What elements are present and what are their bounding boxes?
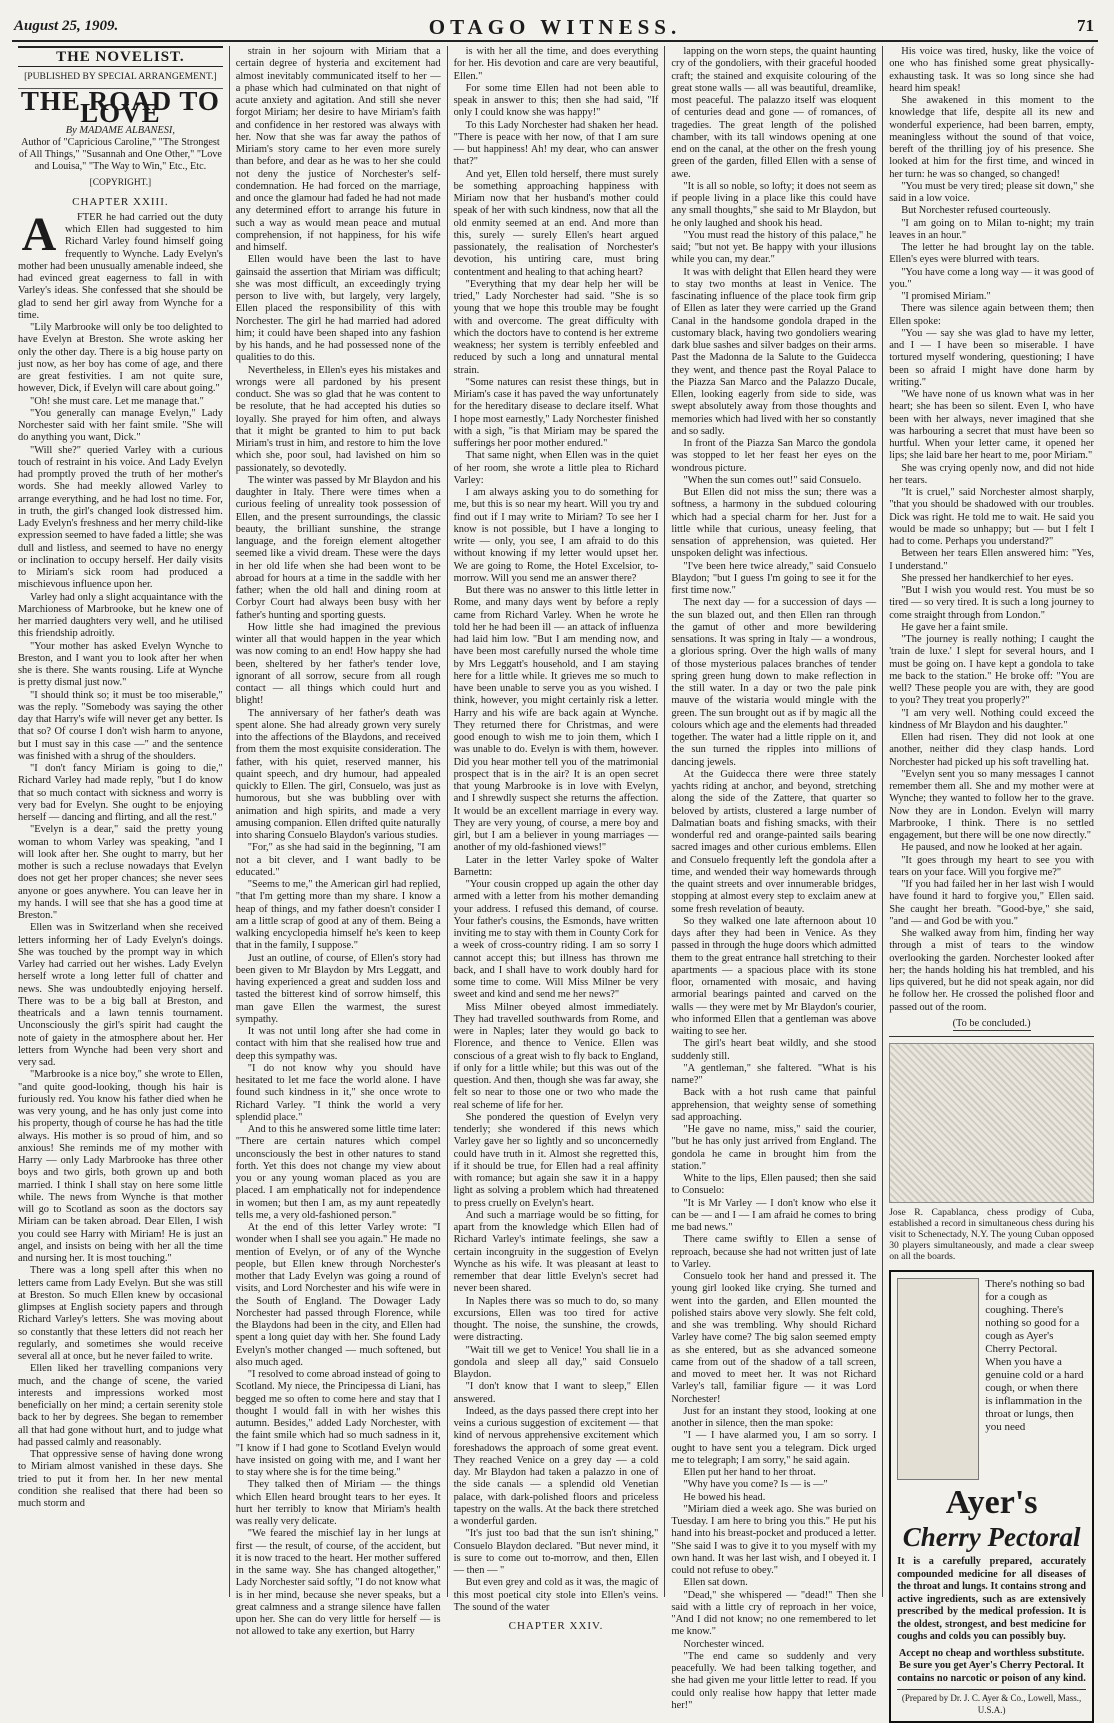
paragraph: "It goes through my heart to see you with tears on your face. Will you forgive me?" xyxy=(889,854,1094,878)
ad-intro: There's nothing so bad for a cough as coughing. There's nothing so good for a cough as Ayer's Cherry Pectoral. When you have a genuine cold or a hard cough, or when there is inflammation in the throat or lungs, then you need xyxy=(985,1278,1085,1433)
byline: By MADAME ALBANESI, xyxy=(65,125,175,136)
chapter-heading: CHAPTER XXIV. xyxy=(508,1620,604,1632)
paragraph: "Miriam died a week ago. She was buried on Tuesday. I am here to bring you this." He put his hand into his breast-pocket and produced a letter. "She said I was to give it to you myself with my own hand. It was her last wish, and I obeyed it. I could not refuse to obey." xyxy=(671,1503,877,1576)
paragraph: And such a marriage would be so fitting, for apart from the knowledge which Ellen had of Richard Varley's intimate feelings, she saw a certain incongruity in the suggestion of Evelyn Wynche as his wife. It was pleasant at least to remember that dear little Evelyn's secret had never been shared. xyxy=(453,1209,659,1295)
column-4-text xyxy=(671,46,876,1712)
paragraph: For some time Ellen had not been able to speak in answer to this; then she had said, "If only I could know she was happy!" xyxy=(453,82,659,119)
masthead xyxy=(12,14,1098,42)
paragraph: "You generally can manage Evelyn," Lady Norchester said with her faint smile. "She will do anything you want, Dick." xyxy=(18,407,223,444)
paragraph: "You must be very tired; please sit down," she said in a low voice. xyxy=(889,180,1094,204)
ad-body: It is a carefully prepared, accurately compounded medicine for all diseases of the throat and lungs. It contains strong and active ingredients, such as are extensively prescribed by the medical profession. It is the oldest, strongest, and best medicine for coughs and colds you can possibly buy. xyxy=(897,1556,1086,1642)
paragraph: "Evelyn is a dear," said the pretty young woman to whom Varley was speaking, "and I will look after her. She ought to marry, but her mother is such a recluse nowadays that Evelyn does not get her proper chances; she never sees anyone or goes anywhere. You can leave her in my hands. I will see that she has a good time at Breston." xyxy=(18,824,223,921)
photo-caption: Jose R. Capablanca, chess prodigy of Cuba, established a record in simultaneous chess during his visit to Schenectady, N.Y. The young Cuban opposed 30 players simultaneously, and made a clear sweep on all the boards. xyxy=(889,1207,1094,1262)
paragraph: "Wait till we get to Venice! You shall lie in a gondola and sleep all day," said Consuelo Blaydon. xyxy=(453,1344,659,1380)
paragraph: The girl's heart beat wildly, and she stood suddenly still. xyxy=(671,1038,877,1062)
paragraph: "I do not know why you should have hesitated to let me face the world alone. I have found such kindness in it," she once wrote to Richard Varley. "I think the world a very splendid place." xyxy=(235,1062,441,1123)
paragraph: She pressed her handkerchief to her eyes. xyxy=(901,572,1074,584)
paragraph: But Ellen did not miss the sun; there was a softness, a harmony in the subdued colouring which had a special charm for her. Just for a little while that curious, uneasy feeling, that sensation of apprehension, was quieted. Her unspoken delight was infectious. xyxy=(671,487,877,560)
newspaper-name: OTAGO WITNESS. xyxy=(428,15,682,39)
paragraph: The next day — for a succession of days — the sun blazed out, and then Ellen ran through the gamut of other and more bewildering sensations. It was spring in Italy — a wondrous, a glorious spring. Over the high walls of many of those mysterious palaces branches of tender spring green hung down to make reflection in the still water. In a day or two the pale pink mauve of the wistaria would mingle with the green. The sun brought out as if by magic all the colours which age and the elements had threaded together. The water had a little ripple on it, and the sun turned the ripples into millions of dancing jewels. xyxy=(671,597,877,768)
paragraph: How little she had imagined the previous winter all that would happen in the year which was now coming to an end! How happy she had been, sheltered by her father's tender love, ignorant of all sorrow, secure from all rough contact — all things which could hurt and blight! xyxy=(235,621,441,707)
paragraph: Back with a hot rush came that painful apprehension, that weighty sense of something sad approaching. xyxy=(671,1087,877,1123)
paragraph: But even grey and cold as it was, the magic of this most poetical city stole into Ellen's veins. The sound of the water xyxy=(453,1577,659,1613)
paragraph: At the end of this letter Varley wrote: "I wonder when I shall see you again." He made no mention of Evelyn, or of any of the Wynche people, but Ellen knew through Norchester's mother that Lady Evelyn was going a round of visits, and Lord Norchester and his wife were in the South of England. The Dowager Lady Norchester had passed through Florence, while the Blaydons had been in the city, and Ellen had spent a long quiet day with her. She found Lady Evelyn's mother changed — much softened, but also much aged. xyxy=(235,1222,441,1368)
paragraph: "It's just too bad that the sun isn't shining," Consuelo Blaydon declared. "But never mind, it is sure to come out to-morrow, and then, Ellen — then — " xyxy=(453,1528,659,1576)
paragraph: In front of the Piazza San Marco the gondola was stopped to let her feast her eyes on the wondrous picture. xyxy=(671,438,877,474)
author-credits: Author of "Capricious Caroline," "The Strongest of All Things," "Susannah and One Other," "Love and Louisa," "The Way to Win," Etc., Etc. xyxy=(18,137,222,173)
paragraph: Between her tears Ellen answered him: "Yes, I understand." xyxy=(889,548,1094,572)
paragraph: "When the sun comes out!" said Consuelo. xyxy=(683,474,862,486)
drop-cap: A xyxy=(21,207,57,261)
paragraph: "I promised Miriam." xyxy=(901,291,991,302)
paragraph: To this Lady Norchester had shaken her head. "There is peace with her now, of that I am sure — but happiness! Ah! my dear, who can answer that?" xyxy=(453,119,659,168)
paragraph: So they walked one late afternoon about 10 days after they had been in Venice. As they passed in through the huge doors which admitted them to the great entrance hall stretching to their apartments — a spacious place with its stone floor, ornamented with mosaic, and having armorial bearings painted and carved on the walls — they were met by Mr Blaydon's courier, who informed Ellen that a gentleman was above waiting to see her. xyxy=(671,915,877,1037)
section-heading: THE NOVELIST. xyxy=(18,46,223,67)
paragraph: But Norchester refused courteously. xyxy=(901,205,1051,217)
paragraph: Indeed, as the days passed there crept into her veins a curious suggestion of excitement — that kind of nervous apprehensive excitement which foreshadows the approach of some great event. They reached Venice on a grey day — a cold day. Mr Blaydon had taken a palazzo in one of the side canals — a splendid old Venetian palace, with dark-polished floors and priceless tapestry on the walls. At the back there stretched a wonderful garden. xyxy=(453,1405,659,1527)
column-5-text xyxy=(889,46,1094,1014)
publication-note: [PUBLISHED BY SPECIAL ARRANGEMENT.] xyxy=(18,71,223,88)
paragraph: At the Guidecca there were three stately yachts riding at anchor, and beyond, stretching along the side of the Zattere, that quarter so beloved by artists, clustered a large number of Dalmatian boats and fishing smacks, with their wonderful red and orange-painted sails bearing sacred images and other curious emblems. Ellen and Consuelo frequently left the gondola after a time, and wended their way homewards through the quaint streets and over innumerable bridges, stopping at almost every step to exclaim anew at some fresh revelation of beauty. xyxy=(671,768,877,915)
paragraph: She walked away from him, finding her way through a mist of tears to the window overlooking the garden. Norchester looked after her; the hands holding his hat trembled, and his lips quivered, but he did not speak again, nor did he follow her. He crossed the polished floor and passed out of the room. xyxy=(889,928,1094,1013)
column-2-text xyxy=(236,46,441,1639)
story-title: THE ROAD TO LOVE xyxy=(20,85,220,128)
ad-top xyxy=(897,1278,1086,1480)
paragraph: "Your mother has asked Evelyn Wynche to Breston, and I want you to look after her when she is there. She wants rousing. Life at Wynche is pretty dismal just now." xyxy=(18,640,223,689)
paragraph: Varley had only a slight acquaintance with the Marchioness of Marbrooke, but he knew one of her married daughters very well, and he utilised this friendship adroitly. xyxy=(18,591,223,640)
paragraph: But there was no answer to this little letter in Rome, and many days went by before a reply came from Richard Varley. When he wrote he told her he had been ill — an attack of influenza had laid him low. "But I am mending now, and have been most carefully nursed the whole time by Mrs Leggatt's household, and I am staying here for a little while. It grieves me so much to have been unable to serve you as you wished. I think, however, you might certainly risk a letter. Harry and his wife are back again at Wynche. They returned there for Christmas, and were good enough to wish me to join them, which I was unable to do. Evelyn is with them, however. Did you hear mother tell you of the matrimonial prospect that is in the air? It is an open secret that young Marbrooke is in love with Evelyn, and I shrewdly suspect she returns the affection. It would be an excellent marriage in every way. They are very young, of course, a mere boy and girl, but I am a believer in young marriages — another of my old-fashioned views!" xyxy=(453,585,659,854)
paragraph: His voice was tired, husky, like the voice of one who has finished some great physically-exhausting task. It was so long since she had heard him speak! xyxy=(889,46,1094,94)
paragraph: "We have none of us known what was in her heart; she has been so silent. Even I, who have been with her always, never imagined that she was harbouring a secret that must have been so hurtful. When your letter came, it opened her lips; she laid bare her heart to me, poor Miriam." xyxy=(889,389,1094,462)
paragraph: He paused, and now he looked at her again. xyxy=(901,842,1083,854)
paragraph: "Dead," she whispered — "dead!" Then she said with a little cry of reproach in her voice, "And I did not know; no one remembered to let me know." xyxy=(671,1589,877,1638)
paragraph: "If you had failed her in her last wish I would have found it hard to forgive you," Ellen said. She caught her breath. "Good-bye," she said, "and — and God be with you." xyxy=(889,879,1094,927)
divider xyxy=(889,1036,1094,1037)
capablanca-photo xyxy=(889,1043,1094,1203)
paragraph: "I don't fancy Miriam is going to die," Richard Varley had made reply, "but I do know that so much contact with sickness and worry is very bad for Evelyn. She ought to be enjoying herself — dancing and flirting, and all the rest." xyxy=(18,763,223,823)
paragraph: lapping on the worn steps, the quaint haunting cry of the gondoliers, with their graceful hooded craft; the stained and exquisite colouring of the great stone walls — all was beautiful, dreamlike, most peaceful. The palazzo itself was eloquent of centuries dead and gone — of romances, of tragedies. The great length of the polished chamber, with its tall windows opening at one end on the canal, at the other on the fresh young green of the garden, filled Ellen with a sense of awe. xyxy=(671,46,877,180)
paragraph: Later in the letter Varley spoke of Walter Barnettn: xyxy=(453,854,659,878)
column-2 xyxy=(230,46,448,1638)
paragraph: "Everything that my dear help her will be tried," Lady Norchester had said. "She is so young that we hope this trouble may be fought with and overcome. The great difficulty with which the doctors have to contend is her extreme weakness; her system is terribly enfeebled and reduced by such a long and unnatural mental strain. xyxy=(453,278,659,376)
paragraph: "Seems to me," the American girl had replied, "that I'm getting more than my share. I know a heap of things, and my father doesn't consider I am a little scrap of good at any of them. Being a walking encyclopedia himself he's keen to keep that in the family, I suppose." xyxy=(235,879,441,952)
paragraph: She pondered the question of Evelyn very tenderly; she wondered if this news which Varley gave her so lightly and so unconcernedly could have truth in it. Almost she regretted this, if it should be true, for Ellen had a real affinity with romance; but again she saw it in a happy light as solving a problem which had threatened to press cruelly on Evelyn's heart. xyxy=(453,1111,659,1209)
paragraph: "I should think so; it must be too miserable," was the reply. "Somebody was saying the other day that Harry's wife will never get any better. Is that so? Of course I don't wish harm to anyone, but I must say in this case —" and the sentence was finished with a shrug of the shoulders. xyxy=(18,689,223,762)
column-3-text xyxy=(454,46,659,1614)
ayers-cherry-pectoral-ad xyxy=(889,1270,1094,1723)
columns xyxy=(12,46,1100,1716)
paragraph: "You must read the history of this palace," he said; "but not yet. Be happy with your illusions while you can, my dear." xyxy=(671,229,877,266)
paragraph: And to this he answered some little time later: "There are certain natures which compel unconsciously the best in other natures to stand forth. Yet this does not change my view about you or any young woman placed as you are placed. I am emphatically not for independence in women; but then I am, as my aunt repeatedly tells me, a very old-fashioned person." xyxy=(235,1124,441,1221)
paragraph: There was silence again between them; then Ellen spoke: xyxy=(889,303,1094,327)
paragraph: "Your cousin cropped up again the other day armed with a letter from his mother demanding your address. I refused this demand, of course. Your father's cousins, the Esmonds, have written inviting me to stay with them in County Cork for a week of cross-country riding. I am so sorry I cannot accept this; but illness has thrown me back, and I shall have to work doubly hard for some time to come. Will Miss Milner be very sweet and kind and send me her news?" xyxy=(453,879,659,1001)
paragraph: "It is Mr Varley — I don't know who else it can be — and I — I am afraid he comes to bring me bad news." xyxy=(671,1197,877,1233)
paragraph: "But I wish you would rest. You must be so tired — so very tired. It is such a long journey to come straight through from London." xyxy=(889,585,1094,621)
paragraph: The anniversary of her father's death was spent alone. She had already grown very surely into the affections of the Blaydons, and received from them the most exquisite consideration. The father, with his quiet, reserved manner, his quaint speech, and dry humour, had appealed quickly to Ellen. The girl, Consuelo, was just as humorous, but she was bubbling over with animation and high spirits, and made a very amusing companion. Ellen drifted quite naturally into sharing Consuelo Blaydon's various studies. xyxy=(235,707,441,841)
paragraph: strain in her sojourn with Miriam that a certain degree of hysteria and excitement had almost inevitably communicated itself to her — a phase which had culminated on that night of acute anxiety and agitation. And still she never forgot Miriam; her desire to have Miriam's faith and confidence in her restored was always with her. Now that she was far away the pathos of Miriam's story came to her even more surely than before, and dear as he was to her she could not deny the justice of Norchester's self-condemnation. He had forced on the marriage, and once the glamour had faded he had not made any determined effort to arrange his future in such a way as would mean peace and mutual comprehension, if not happiness, for his wife and himself. xyxy=(235,46,441,253)
paragraph: "We feared the mischief lay in her lungs at first — the result, of course, of the accident, but it is now traced to the heart. Her mother suffered in the same way. She has changed altogether," Lady Norchester said softly, "I do not know what is in her mind, because she never speaks, but a great calmness and a strange silence have fallen upon her. She can do very little for herself — is not allowed to take any exertion, but Harry xyxy=(235,1528,441,1638)
paragraph: "For," as she had said in the beginning, "I am not a bit clever, and I want badly to be educated." xyxy=(235,842,441,878)
ad-maker: (Prepared by Dr. J. C. Ayer & Co., Lowell, Mass., U.S.A.) xyxy=(897,1689,1086,1717)
to-be-concluded xyxy=(889,1018,1094,1030)
paragraph: There came swiftly to Ellen a sense of reproach, because she had not written just of late to Varley. xyxy=(671,1234,877,1270)
ad-product: Cherry Pectoral xyxy=(902,1522,1081,1552)
paragraph: Ellen had risen. They did not look at one another, neither did they clasp hands. Lord Norchester had picked up his soft travelling hat. xyxy=(889,732,1094,768)
paragraph: "I've been here twice already," said Consuelo Blaydon; "but I guess I'm going to see it for the first time now." xyxy=(671,560,877,596)
paragraph: Ellen liked her travelling companions very much, and the change of scene, the varied interests and impressions worked most beneficially on her mind; a certain serenity stole back to her by degrees. She began to remember all that had gone without hurt, and to judge what had passed calmly and reasonably. xyxy=(18,1363,223,1448)
paragraph: FTER he had carried out the duty which Ellen had suggested to him Richard Varley found himself going frequently to Wynche. Lady Evelyn's mother had been unusually amenable indeed, she had evinced great eagerness to fall in with Varley's ideas. She confessed that she should be glad to send her girl away from Wynche for a time. xyxy=(18,211,223,321)
paragraph: Norchester winced. xyxy=(683,1638,765,1650)
paragraph: "The end came so suddenly and very peacefully. We had been talking together, and she had given me your little letter to read. If you could only realise how happy that letter made her!" xyxy=(671,1650,877,1711)
paragraph: The letter he had brought lay on the table. Ellen's eyes were blurred with tears. xyxy=(889,242,1094,266)
paragraph: "I don't know that I want to sleep," Ellen answered. xyxy=(453,1381,659,1405)
paragraph: That same night, when Ellen was in the quiet of her room, she wrote a little plea to Richard Varley: xyxy=(453,450,659,486)
ad-brand: Ayer's xyxy=(945,1484,1038,1521)
paragraph: She was crying openly now, and did not hide her tears. xyxy=(889,462,1094,486)
paragraph: "I resolved to come abroad instead of going to Scotland. My niece, the Principessa di Liani, has begged me so often to come here and stay that I thought I would fall in with her wishes this autumn. Besides," added Lady Norchester, with the faint smile which had so much sadness in it, "I know if I had gone to Scotland Evelyn would have insisted on going with me, and I want her to stay where she is for the time being." xyxy=(235,1369,441,1478)
paragraph: "I am going on to Milan to-night; my train leaves in an hour." xyxy=(889,217,1094,241)
paragraph: "You have come a long way — it was good of you." xyxy=(889,266,1094,290)
paragraph: "The journey is really nothing; I caught the 'train de luxe.' I slept for several hours, and I must be going on. I have kept a gondola to take me back to the station." He broke off: "You are well? These people you are with, they are good to you? They treat you properly?" xyxy=(889,634,1094,707)
paragraph: Ellen would have been the last to have gainsaid the assertion that Miriam was difficult; she was most difficult, an exceedingly trying person to live with, but largely, very largely, Ellen placed the responsibility of this with Norchester. The girl he had married had adored him; it could have been shaped into any fashion by his hands, and he had possessed none of the qualities to do this. xyxy=(235,254,441,364)
paragraph: "You — say she was glad to have my letter, and I — I have been so miserable. I have tortured myself wondering, questioning; I have been so afraid I might have done harm by writing." xyxy=(889,327,1094,388)
paragraph: And yet, Ellen told herself, there must surely be something approaching happiness with Miriam now that her husband's mother could speak of her with such kindness, now that all the old enmity seemed at an end. And more than this, surely — surely Ellen's heart argued passionately, the realisation of Norchester's devotion, his untiring care, must bring contentment and healing to that aching heart? xyxy=(453,168,659,278)
paragraph: It was not until long after she had come in contact with him that she realised how true and deep this sympathy was. xyxy=(235,1026,441,1062)
paragraph: He bowed his head. xyxy=(683,1491,766,1503)
column-1-text xyxy=(18,207,223,1511)
column-1 xyxy=(12,46,230,1597)
paragraph: Ellen put her hand to her throat. xyxy=(683,1467,816,1478)
chapter-heading: CHAPTER XXIII. xyxy=(72,195,169,208)
paragraph: He gave her a faint smile. xyxy=(901,621,1008,633)
paragraph: "I am very well. Nothing could exceed the kindness of Mr Blaydon and his daughter." xyxy=(889,707,1094,731)
paragraph: "Will she?" queried Varley with a curious touch of restraint in his voice. And Lady Evelyn had promptly proved the truth of her mother's words. She had meekly allowed Varley to arrange everything, and he had lost no time. For, in truth, the girl's changed look distressed him. Lady Evelyn's freshness and her merry child-like expression seemed to have faded a little; she was dull and listless, and seemed to have no energy or inclination to occupy herself. Her daily visits to Miriam's sick room had produced a mischievous influence upon her. xyxy=(18,444,223,591)
paragraph: They talked then of Miriam — the things which Ellen heard brought tears to her eyes. It hurt her terribly to know that Miriam's health was really very delicate. xyxy=(235,1479,441,1527)
copyright-note: [COPYRIGHT.] xyxy=(89,178,152,189)
paragraph: Ellen was in Switzerland when she received letters informing her of Lady Evelyn's doings. She was touched by the prompt way in which Varley had carried out her wishes. Lady Evelyn herself wrote a long letter full of chatter and news. She was undoubtedly enjoying herself. There was to be a big ball at Breston, and theatricals and a lawn tennis tournament. Unconsciously the girl's spirit had caught the note of gaiety in the atmosphere about her. Her letters from Wynche had been very short and very sad. xyxy=(18,922,223,1068)
paragraph: Nevertheless, in Ellen's eyes his mistakes and wrongs were all pardoned by his present conduct. She was so glad that he was content to be resolute, that he had accepted his duties so loyally. She prayed for him often, and always that it might be granted to him to put back Miriam's trust in him, and restore to him the love which she, poor soul, had lavished on him so passionately, so devotedly. xyxy=(235,364,441,474)
paragraph: "Some natures can resist these things, but in Miriam's case it has paved the way unfortunately for the hereditary disease to declare itself. What I hope most earnestly," Lady Norchester finished with a sigh, "is that Miriam may be spared the sufferings her poor mother endured." xyxy=(453,376,659,449)
paragraph: "A gentleman," she faltered. "What is his name?" xyxy=(671,1062,877,1086)
paragraph: "Why have you come? Is — is —" xyxy=(683,1479,828,1491)
paragraph: White to the lips, Ellen paused; then she said to Consuelo: xyxy=(671,1173,877,1197)
column-5 xyxy=(883,46,1100,1716)
paragraph: "Lily Marbrooke will only be too delighted to have Evelyn at Breston. She wrote asking her only the other day. There is a big house party on just now, as her boy has come of age, and there are great festivities. I am not quite sure, however, Dick, if Evelyn will care about going." xyxy=(18,322,223,395)
paragraph: "Oh! she must care. Let me manage that." xyxy=(30,395,204,407)
paragraph: She awakened in this moment to the knowledge that life, despite all its new and wonderful experience, had been barren, empty, meaningless without the sound of that voice, bereft of the thrilling joy of his presence. She looked at him for the first time, and winced in her turn: he was so changed, so changed! xyxy=(889,95,1094,180)
ad-warning: Accept no cheap and worthless substitute. Be sure you get Ayer's Cherry Pectoral. It contains no narcotic or poison of any kind. xyxy=(897,1647,1086,1684)
paragraph: I am always asking you to do something for me, but this is so near my heart. Will you try and find out if I may write to Miriam? To see her I know is not possible, but I have a longing to write — only, you see, I am afraid to do this without knowing if my letter would upset her. We are going to Rome, the Hotel Excelsior, to-morrow. Will you send me an answer there? xyxy=(453,487,659,584)
paragraph: The winter was passed by Mr Blaydon and his daughter in Italy. There were times when a curious feeling of unreality took possession of Ellen, and the present surroundings, the classic beauty, the brilliant sunshine, the strange language, and the foreign element altogether seemed like a vivid dream. These were the days in her old life when she had been wont to be abroad for hours at a time in the saddle with her father; when the old hall and dining room at Corbyr Court had always been busy with her father's hunting and sporting guests. xyxy=(235,474,441,621)
paragraph: "He gave no name, miss," said the courier, "but he has only just arrived from England. The gondola he came in brought him from the station." xyxy=(671,1124,877,1172)
paragraph: There was a long spell after this when no letters came from Lady Evelyn. But she was still at Breston. So much Ellen knew by occasional glimpses at English society papers and through Richard Varley's letters. She was moving about so constantly that these letters did not reach her regularly, and sometimes she would receive several all at once, but he never failed to write. xyxy=(18,1265,223,1362)
paragraph: is with her all the time, and does everything for her. His devotion and care are very beautiful, Ellen." xyxy=(453,46,659,82)
column-3 xyxy=(448,46,666,1632)
paragraph: "It is cruel," said Norchester almost sharply, "that you should be shadowed with our troubles. Dick was right. He told me to wait. He said you would be made so unhappy; but — but I felt I had to come. Perhaps you understand?" xyxy=(889,487,1094,547)
paragraph: Miss Milner obeyed almost immediately. They had travelled southwards from Rome, and were in Naples; later they would go back to Florence, and thence to Venice. Ellen was conscious of a great wish to fly back to England, if only for a little while; but this was out of the question. And then, though she was far away, she felt so near to those one or two who made the real scheme of life for her. xyxy=(453,1001,659,1111)
column-4 xyxy=(665,46,883,1711)
paragraph: "It is all so noble, so lofty; it does not seem as if people living in a place like this could have any small thoughts," she said to Mr Blaydon, but he only laughed and shook his head. xyxy=(671,180,877,229)
paragraph: Ellen sat down. xyxy=(683,1577,748,1589)
paragraph: Just an outline, of course, of Ellen's story had been given to Mr Blaydon by Mrs Leggatt, and having experienced a great and sudden loss and tasted the bitterest kind of sorrow himself, this man gave Ellen the warmest, the surest sympathy. xyxy=(235,952,441,1025)
paragraph: "I — I have alarmed you, I am so sorry. I ought to have sent you a telegram. Dick urged me to telegraph; I am sorry," he said again. xyxy=(671,1430,877,1466)
paragraph: That oppressive sense of having done wrong to Miriam almost vanished in these days. She tried to put it from her. In her new mental condition she realised that there had been so much storm and xyxy=(18,1449,223,1509)
paragraph: Consuelo took her hand and pressed it. The young girl looked like crying. She turned and went into the garden, and Ellen mounted the polished stairs above very slowly. She felt cold, and she was trembling. Why should Richard Varley have come? The big salon seemed empty as she entered, but as she advanced someone came from out of the shadow of a tall screen, and moved to meet her. It was not Richard Varley's tall, familiar figure — it was Lord Norchester! xyxy=(671,1271,877,1405)
issue-date: August 25, 1909. xyxy=(14,18,119,34)
page-number: 71 xyxy=(1077,16,1094,35)
coughing-woman-illustration xyxy=(897,1278,979,1480)
paragraph: "Evelyn sent you so many messages I cannot remember them all. She and my mother were at Wynche; they wanted to follow her to the grave. Now they are in London. Evelyn will marry Marbrooke, I think. There is no settled engagement, but there will be one now directly." xyxy=(889,768,1094,841)
paragraph: In Naples there was so much to do, so many excursions, Ellen was too tired for active thought. The noise, the sunshine, the crowds, were distracting. xyxy=(453,1295,659,1344)
paragraph: "Marbrooke is a nice boy," she wrote to Ellen, "and quite good-looking, though his hair is furiously red. You know his father died when he was very young, and he has only just come into his property, though of course he has had the title always. His mother is so proud of him, and so anxious! She reminds me of my mother with Harry — only Lady Marbrooke has three other boys and two girls, both grown up and both married. I think I shall stay on here some little while. The news from Wynche is that mother will go to Scotland as soon as the doctors say Miriam can be taken abroad. Dear Ellen, I wish you could see Harry with Miriam! He is just an angel, and insists on being with her all the time and nursing her. It is most touching." xyxy=(18,1069,223,1264)
paragraph: Just for an instant they stood, looking at one another in silence, then the man spoke: xyxy=(671,1405,877,1429)
paragraph: It was with delight that Ellen heard they were to stay two months at least in Venice. The fascinating influence of the place took firm grip of Ellen as later they were carried up the Grand Canal in the handsome gondola draped in the customary black, having two gondoliers wearing dark blue sashes and silver badges on their arms. Past the Madonna de la Salute to the Guidecca they went, and thence past the Royal Palace to the Piazza San Marco and the Palazzo Ducale, Ellen, looking eagerly from side to side, was swept absolutely away from those thoughts and memories which had lived with her so constantly and so sadly. xyxy=(671,266,877,437)
end-note-text: (To be concluded.) xyxy=(952,1017,1031,1029)
